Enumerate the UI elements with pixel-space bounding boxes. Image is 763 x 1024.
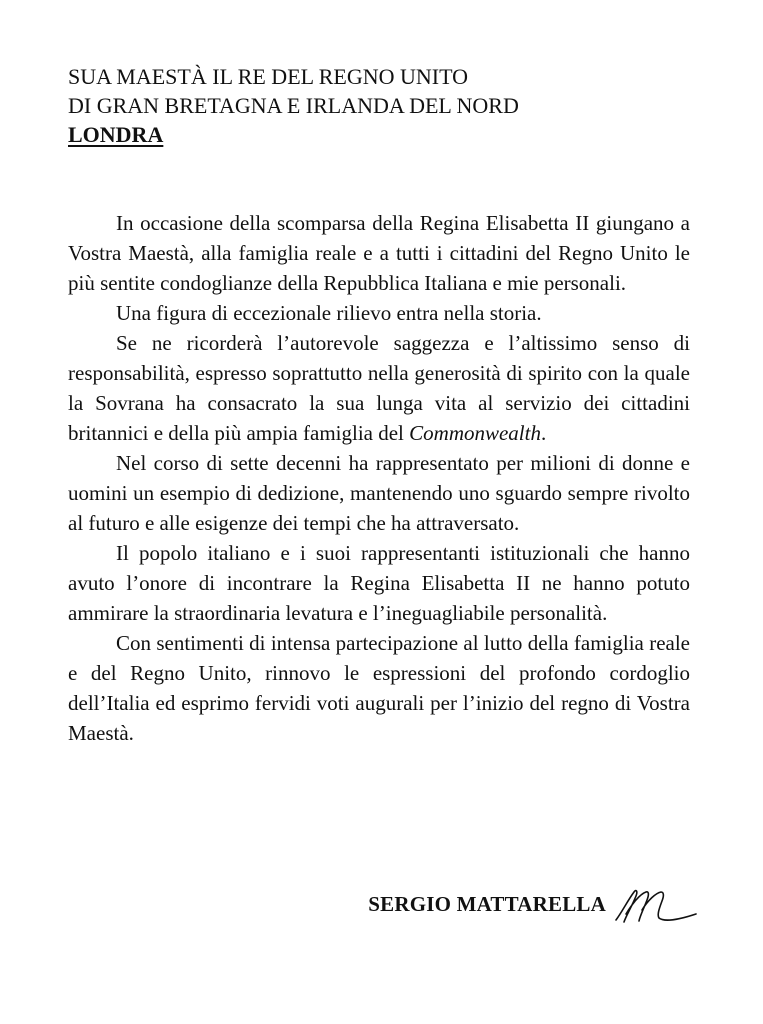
paragraph-3-text: Se ne ricorderà l’autorevole saggezza e l’altissimo senso di responsabilità, espresso soprattutto nella generosità di spirito con la quale la Sovrana ha consacrato la sua lunga vita al servizio dei cittadini britannici e della più ampia famiglia del <box>68 331 690 445</box>
address-line-2: DI GRAN BRETAGNA E IRLANDA DEL NORD <box>68 93 519 118</box>
recipient-address <box>68 62 690 149</box>
paragraph-2: Una figura di eccezionale rilievo entra nella storia. <box>116 301 542 325</box>
handwritten-signature <box>612 884 700 926</box>
paragraph-5: Il popolo italiano e i suoi rappresentanti istituzionali che hanno avuto l’onore di incontrare la Regina Elisabetta II ne hanno potuto ammirare la straordinaria levatura e l’ineguagliabile personalità. <box>68 541 690 625</box>
paragraph-6: Con sentimenti di intensa partecipazione al lutto della famiglia reale e del Regno Unito, rinnovo le espressioni del profondo cordoglio dell’Italia ed esprimo fervidi voti augurali per l’inizio del regno di Vostra Maestà. <box>68 631 690 745</box>
paragraph-1: In occasione della scomparsa della Regina Elisabetta II giungano a Vostra Maestà, alla famiglia reale e a tutti i cittadini del Regno Unito le più sentite condoglianze della Repubblica Italiana e mie personali. <box>68 211 690 295</box>
address-city: LONDRA <box>68 122 164 147</box>
letter <box>68 62 690 916</box>
paragraph-4: Nel corso di sette decenni ha rappresentato per milioni di donne e uomini un esempio di dedizione, mantenendo uno sguardo sempre rivolto al futuro e alle esigenze dei tempi che ha attraversato. <box>68 451 690 535</box>
paragraph-3 <box>68 328 690 448</box>
address-line-1: SUA MAESTÀ IL RE DEL REGNO UNITO <box>68 64 469 89</box>
signature-block <box>68 884 690 934</box>
paragraph-3-end: . <box>540 421 547 445</box>
signer-name: SERGIO MATTARELLA <box>368 892 606 916</box>
letter-body <box>68 208 690 748</box>
commonwealth-italic: Commonwealth <box>409 421 541 445</box>
